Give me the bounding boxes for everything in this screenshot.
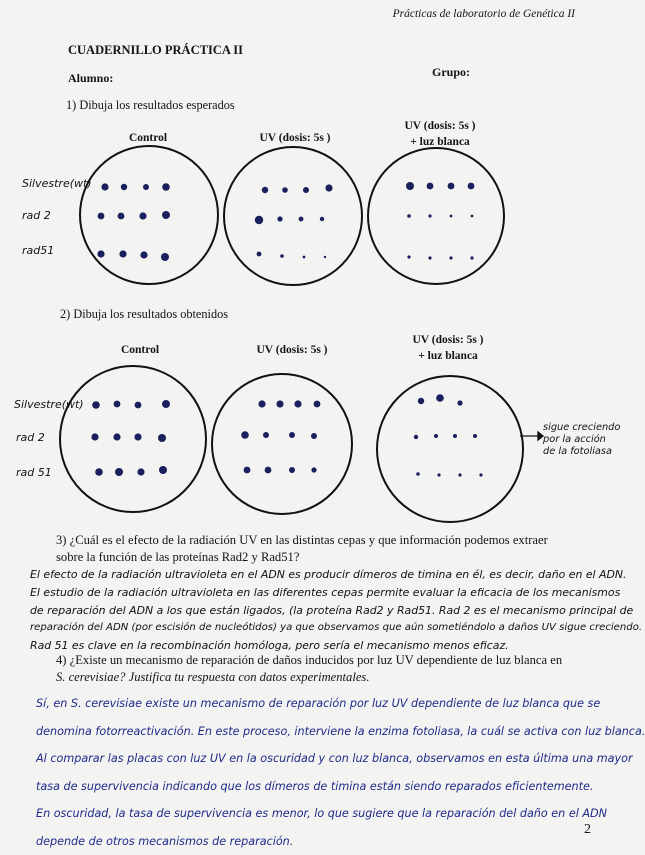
colony-dot — [262, 187, 268, 193]
colony-dot — [119, 250, 126, 257]
colony-dot — [161, 253, 169, 261]
petri-plate-uv-1 — [224, 147, 362, 285]
question-1: 1) Dibuja los resultados esperados — [66, 98, 235, 113]
colony-dot — [436, 394, 444, 402]
colony-dot — [449, 256, 452, 259]
colony-dot — [115, 468, 123, 476]
colony-dot — [98, 213, 105, 220]
colony-dot — [135, 402, 142, 409]
colony-dot — [258, 400, 265, 407]
strain-label-rad2-1: rad 2 — [22, 209, 51, 222]
colony-dot — [139, 212, 146, 219]
colony-dot — [137, 468, 144, 475]
colony-dot — [457, 400, 462, 405]
colony-dot — [244, 467, 251, 474]
plate-label-uv-1: UV (dosis: 5s ) — [240, 132, 350, 144]
question-line: sobre la función de las proteínas Rad2 y Rad51? — [56, 549, 596, 566]
colony-dot — [158, 434, 166, 442]
colony-dot — [113, 433, 120, 440]
colony-dot — [428, 256, 431, 259]
colony-dot — [303, 256, 306, 259]
answer-line: de reparación del ADN a los que están ligados, (la proteína Rad2 y Rad51. Rad 2 es el mecanismo principal de — [30, 602, 604, 620]
colony-dot — [289, 432, 295, 438]
strain-label-rad2-2: rad 2 — [16, 431, 45, 444]
strain-label-rad51-2: rad 51 — [16, 466, 52, 479]
answer-line: Sí, en S. cerevisiae existe un mecanismo de reparación por luz UV dependiente de luz blanca que se — [36, 690, 598, 718]
colony-dot — [479, 473, 482, 476]
answer-line: Al comparar las placas con luz UV en la oscuridad y con luz blanca, observamos en esta última una mayor — [36, 745, 598, 773]
colony-dot — [407, 214, 411, 218]
colony-dot — [118, 213, 125, 220]
colony-dot — [159, 466, 167, 474]
petri-plate-control-2 — [60, 366, 206, 512]
answer-line: tasa de supervivencia indicando que los dímeros de timina están siendo reparados eficientemente. — [36, 773, 598, 801]
note-line: de la fotoliasa — [543, 446, 620, 458]
colony-dot — [263, 432, 269, 438]
colony-dot — [255, 216, 263, 224]
petri-plate-uvlight-2 — [377, 376, 523, 522]
colony-dot — [468, 183, 475, 190]
colony-dot — [314, 401, 321, 408]
colony-dot — [418, 398, 424, 404]
answer-line: En oscuridad, la tasa de supervivencia es menor, lo que sugiere que la reparación del daño en el ADN — [36, 800, 598, 828]
petri-plate-uvlight-1 — [368, 148, 504, 284]
colony-dot — [277, 216, 282, 221]
colony-dot — [450, 215, 453, 218]
colony-dot — [162, 211, 170, 219]
plate-label-control-2: Control — [100, 344, 180, 356]
colony-dot — [299, 217, 304, 222]
annotation-arrow — [520, 432, 543, 440]
colony-dot — [414, 435, 418, 439]
strain-label-wt-2: Silvestre(wt) — [14, 398, 84, 411]
colony-dot — [114, 401, 121, 408]
colony-dot — [407, 255, 410, 258]
strain-label-wt-1: Silvestre(wt) — [22, 177, 92, 190]
question-2: 2) Dibuja los resultados obtenidos — [60, 307, 228, 322]
answer-line: Rad 51 es clave en la recombinación homóloga, pero sería el mecanismo menos eficaz. — [30, 637, 604, 655]
plate-label-uvlight-1b: + luz blanca — [385, 136, 495, 148]
running-head: Prácticas de laboratorio de Genética II — [393, 8, 575, 20]
colony-dot — [282, 187, 288, 193]
strain-label-rad51-1: rad51 — [22, 244, 54, 257]
colony-dot — [257, 252, 262, 257]
note-line: sigue creciendo — [543, 422, 620, 434]
colony-dot — [416, 472, 420, 476]
colony-dot — [325, 184, 332, 191]
answer-line: El efecto de la radiación ultravioleta en el ADN es producir dímeros de timina en él, es decir, daño en el ADN. — [30, 566, 604, 584]
answer-3 — [30, 566, 604, 655]
question-3 — [56, 532, 596, 565]
question-line: 3) ¿Cuál es el efecto de la radiación UV en las distintas cepas y que información podemos extraer — [56, 532, 596, 549]
question-line: S. cerevisiae? Justifica tu respuesta con datos experimentales. — [56, 669, 596, 686]
colony-dot — [311, 433, 317, 439]
colony-dot — [428, 214, 431, 217]
colony-dot — [448, 183, 455, 190]
colony-dot — [241, 431, 249, 439]
colony-dot — [470, 256, 473, 259]
plate-label-uvlight-2: UV (dosis: 5s ) — [393, 334, 503, 346]
colony-dot — [280, 254, 284, 258]
colony-dot — [143, 184, 149, 190]
petri-plate-uv-2 — [212, 374, 352, 514]
plate-label-uv-2: UV (dosis: 5s ) — [236, 344, 348, 356]
colony-dot — [294, 400, 301, 407]
answer-line: denomina fotorreactivación. En este proceso, interviene la enzima fotoliasa, la cuál se activa con luz blanca. — [36, 718, 598, 746]
colony-dot — [324, 256, 326, 258]
colony-dot — [453, 434, 457, 438]
colony-dot — [95, 468, 103, 476]
colony-dot — [289, 467, 295, 473]
answer-line: reparación del ADN (por escisión de nucleótidos) ya que observamos que aún sometiéndolo a daños UV sigue creciendo. — [30, 619, 604, 637]
student-label: Alumno: — [68, 71, 113, 86]
question-line: 4) ¿Existe un mecanismo de reparación de daños inducidos por luz UV dependiente de luz blanca en — [56, 652, 596, 669]
colony-dot — [458, 473, 461, 476]
note-line: por la acción — [543, 434, 620, 446]
colony-dot — [97, 250, 104, 257]
colony-dot — [437, 473, 440, 476]
colony-dot — [162, 400, 170, 408]
group-label: Grupo: — [432, 65, 470, 80]
colony-dot — [434, 434, 438, 438]
colony-dot — [134, 433, 141, 440]
colony-dot — [92, 401, 100, 409]
colony-dot — [91, 433, 98, 440]
colony-dot — [473, 434, 477, 438]
colony-dot — [101, 183, 108, 190]
colony-dot — [265, 467, 272, 474]
plate-label-control-1: Control — [108, 132, 188, 144]
colony-dot — [162, 183, 170, 191]
colony-dot — [276, 400, 283, 407]
answer-line: El estudio de la radiación ultravioleta en las diferentes cepas permite evaluar la eficacia de los mecanismos — [30, 584, 604, 602]
answer-4 — [36, 690, 598, 855]
colony-dot — [320, 217, 324, 221]
page-title: CUADERNILLO PRÁCTICA II — [68, 43, 243, 58]
answer-line: depende de otros mecanismos de reparación. — [36, 828, 598, 855]
question-4 — [56, 652, 596, 685]
colony-dot — [121, 184, 127, 190]
colony-dot — [406, 182, 414, 190]
colony-dot — [140, 251, 147, 258]
plate-label-uvlight-2b: + luz blanca — [393, 350, 503, 362]
page-number: 2 — [584, 822, 591, 838]
colony-dot — [303, 187, 309, 193]
colony-dot — [311, 467, 316, 472]
colony-dot — [427, 183, 434, 190]
colony-dot — [471, 215, 474, 218]
plate-label-uvlight-1: UV (dosis: 5s ) — [385, 120, 495, 132]
